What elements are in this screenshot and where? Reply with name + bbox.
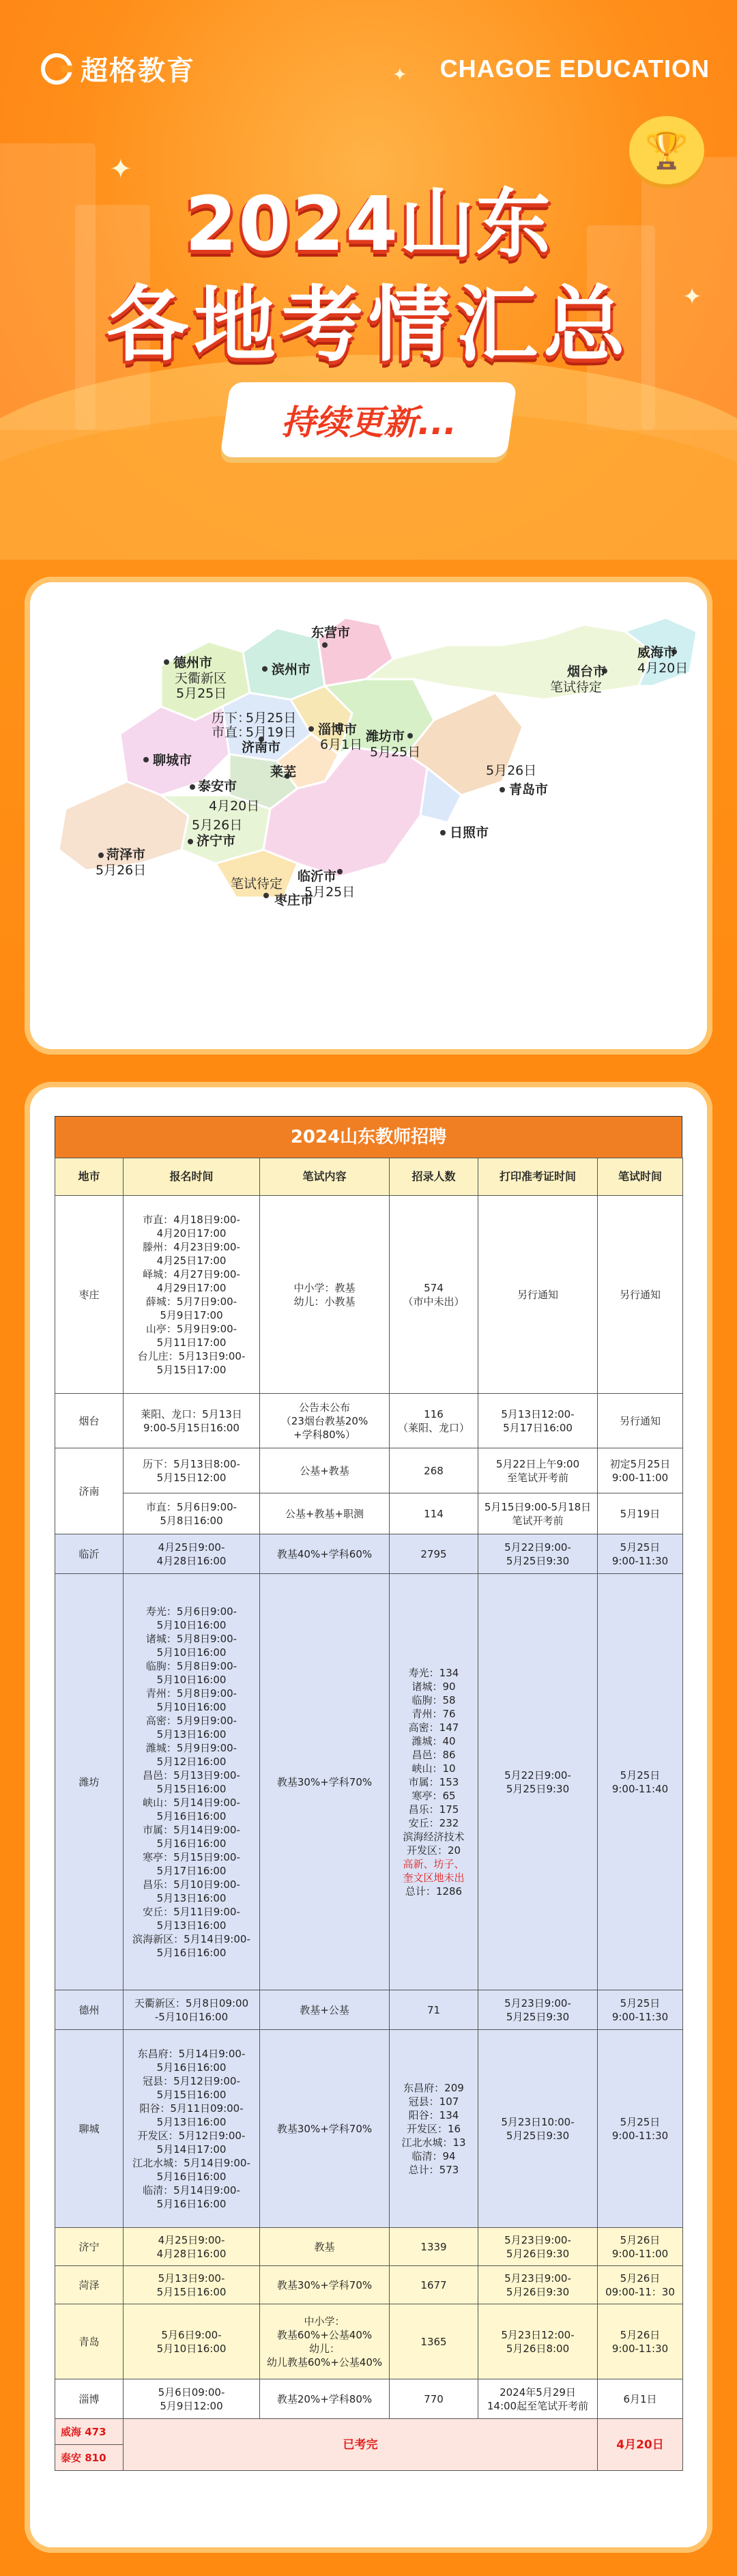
cell-city: 德州 <box>55 1990 124 2030</box>
cell-registration: 5月6日9:00- 5月10日16:00 <box>124 2304 260 2379</box>
table-row <box>55 1394 683 1448</box>
cell-city: 枣庄 <box>55 1196 124 1394</box>
table-row <box>55 1534 683 1574</box>
cell-registration: 5月13日9:00- 5月15日16:00 <box>124 2266 260 2304</box>
cell-city: 济宁 <box>55 2228 124 2266</box>
cell-exam-done: 4月20日 <box>598 2419 683 2471</box>
map-date-yantai: 笔试待定 <box>550 680 603 695</box>
map-label-zaozhuang: 枣庄市 <box>274 893 314 908</box>
cell-ticket-print: 2024年5月29日 14:00起至笔试开考前 <box>478 2379 598 2419</box>
headcount-total: 总计：1286 <box>405 1885 463 1898</box>
cell-city: 济南 <box>55 1448 124 1534</box>
recruitment-table-wrap <box>55 1116 682 2471</box>
table-row <box>55 2379 683 2419</box>
cell-headcount: 71 <box>390 1990 478 2030</box>
table-card <box>25 1082 712 2553</box>
cell-city: 聊城 <box>55 2030 124 2228</box>
cell-city: 潍坊 <box>55 1574 124 1990</box>
cell-city: 淄博 <box>55 2379 124 2419</box>
table-row <box>55 2030 683 2228</box>
map-date-weifang: 5月25日 <box>370 745 421 760</box>
cell-headcount: 114 <box>390 1493 478 1534</box>
cell-exam-content: 公基+教基+职测 <box>260 1493 390 1534</box>
trophy-icon: 🏆 <box>629 116 704 184</box>
map-label-rizhao: 日照市 <box>450 825 489 840</box>
table-row <box>55 1493 683 1534</box>
cell-ticket-print: 5月23日9:00- 5月26日9:30 <box>478 2228 598 2266</box>
table-row <box>55 2304 683 2379</box>
cell-exam-time: 5月25日 9:00-11:40 <box>598 1574 683 1990</box>
cell-headcount: 东昌府：209 冠县：107 阳谷：134 开发区：16 江北水城：13 临清：94 总计：573 <box>390 2030 478 2228</box>
map-date-weihai: 4月20日 <box>637 661 689 676</box>
table-row <box>55 1448 683 1493</box>
sparkle-icon: ✦ <box>109 154 132 185</box>
map-label-laiwu: 莱芜 <box>270 764 297 779</box>
map-date-tianqu: 5月25日 <box>176 686 227 701</box>
header-headcount: 招录人数 <box>390 1158 478 1196</box>
cell-city: 青岛 <box>55 2304 124 2379</box>
hero-banner <box>0 0 737 560</box>
cell-headcount: 770 <box>390 2379 478 2419</box>
cell-registration: 东昌府：5月14日9:00- 5月16日16:00 冠县：5月12日9:00- 5月15日16:00 阳谷：5月11日09:00- 5月13日16:00 开发区：5月12日9:00- 5月14日17:00 江北水城：5月14日9:00- 5月16日16:00 临清：5月14日9:00- 5月16日16:00 <box>124 2030 260 2228</box>
cell-city: 烟台 <box>55 1394 124 1448</box>
cell-ticket-print: 另行通知 <box>478 1196 598 1394</box>
cell-exam-time: 5月19日 <box>598 1493 683 1534</box>
cell-exam-content: 中小学： 教基60%+公基40% 幼儿： 幼儿教基60%+公基40% <box>260 2304 390 2379</box>
cell-registration: 市直：4月18日9:00- 4月20日17:00 滕州：4月23日9:00- 4月25日17:00 峄城：4月27日9:00- 4月29日17:00 薛城：5月7日9:00- 5月9日17:00 山亭：5月9日9:00- 5月11日17:00 台儿庄：5月13日9:00- 5月15日17:00 <box>124 1196 260 1394</box>
table-row <box>55 1574 683 1990</box>
map-date-heze: 5月26日 <box>96 863 147 878</box>
map-date-jinan-shizhi: 5月19日 <box>246 725 297 740</box>
header-city: 地市 <box>55 1158 124 1196</box>
cell-ticket-print: 5月22日9:00- 5月25日9:30 <box>478 1534 598 1574</box>
cell-exam-content: 中小学：教基 幼儿：小教基 <box>260 1196 390 1394</box>
cell-exam-content: 教基40%+学科60% <box>260 1534 390 1574</box>
cell-exam-time: 6月1日 <box>598 2379 683 2419</box>
cell-exam-content: 教基30%+学科70% <box>260 2030 390 2228</box>
map-label-dongying: 东营市 <box>311 625 351 640</box>
cell-exam-content: 教基30%+学科70% <box>260 1574 390 1990</box>
map-label-heze: 菏泽市 <box>106 847 146 862</box>
map-label-binzhou: 滨州市 <box>272 662 311 677</box>
update-badge-label: 持续更新... <box>280 403 457 442</box>
table-header-row <box>55 1158 683 1196</box>
cell-exam-time: 另行通知 <box>598 1196 683 1394</box>
cell-headcount: 116 （莱阳、龙口） <box>390 1394 478 1448</box>
cell-city-done: 泰安 810 <box>55 2445 124 2471</box>
map-label-jinan-lixia: 历下： <box>212 711 251 726</box>
cell-registration: 4月25日9:00- 4月28日16:00 <box>124 2228 260 2266</box>
cell-exam-time: 5月26日 9:00-11:00 <box>598 2228 683 2266</box>
cell-exam-time: 5月25日 9:00-11:30 <box>598 2030 683 2228</box>
map-label-jinan-shizhi: 市直： <box>212 725 251 740</box>
map-date-linyi: 5月25日 <box>304 885 356 900</box>
brand-name-en: CHAGOE EDUCATION <box>439 55 710 83</box>
cell-ticket-print: 5月15日9:00-5月18日 笔试开考前 <box>478 1493 598 1534</box>
header-exam-content: 笔试内容 <box>260 1158 390 1196</box>
cell-exam-time: 初定5月25日 9:00-11:00 <box>598 1448 683 1493</box>
map-date-jining: 5月26日 <box>192 818 243 833</box>
cell-city-done: 威海 473 <box>55 2419 124 2445</box>
map-label-jining: 济宁市 <box>197 833 236 848</box>
cell-exam-time: 5月25日 9:00-11:30 <box>598 1990 683 2030</box>
cell-exam-content: 公告未公布 （23烟台教基20% +学科80%） <box>260 1394 390 1448</box>
cell-status-done: 已考完 <box>124 2419 598 2471</box>
map-label-dezhou: 德州市 <box>173 655 213 670</box>
brand-name-cn: 超格教育 <box>81 55 195 87</box>
table-row <box>55 2228 683 2266</box>
map-label-liaocheng: 聊城市 <box>153 753 192 768</box>
cell-exam-content: 公基+教基 <box>260 1448 390 1493</box>
map-date-zibo: 6月1日 <box>320 737 363 752</box>
cell-exam-content: 教基20%+学科80% <box>260 2379 390 2419</box>
sparkle-icon: ✦ <box>392 65 407 85</box>
cell-headcount: 574 （市中未出） <box>390 1196 478 1394</box>
cell-ticket-print: 5月23日9:00- 5月26日9:30 <box>478 2266 598 2304</box>
cell-city: 菏泽 <box>55 2266 124 2304</box>
cell-city: 临沂 <box>55 1534 124 1574</box>
cell-registration: 4月25日9:00- 4月28日16:00 <box>124 1534 260 1574</box>
header-exam-time: 笔试时间 <box>598 1158 683 1196</box>
cell-exam-time: 5月26日 9:00-11:30 <box>598 2304 683 2379</box>
cell-headcount <box>390 1574 478 1990</box>
map-label-weifang: 潍坊市 <box>366 729 405 744</box>
cell-headcount: 2795 <box>390 1534 478 1574</box>
cell-exam-content: 教基30%+学科70% <box>260 2266 390 2304</box>
cell-registration: 历下：5月13日8:00- 5月15日12:00 <box>124 1448 260 1493</box>
map-label-zibo: 淄博市 <box>318 722 358 737</box>
page-title-line2: 各地考情汇总 <box>106 278 631 373</box>
logo-icon <box>41 53 72 85</box>
cell-headcount: 1365 <box>390 2304 478 2379</box>
table-row <box>55 2266 683 2304</box>
cell-registration: 5月6日09:00- 5月9日12:00 <box>124 2379 260 2419</box>
header-registration: 报名时间 <box>124 1158 260 1196</box>
cell-exam-time: 5月26日 09:00-11：30 <box>598 2266 683 2304</box>
map-card <box>25 577 712 1055</box>
cell-registration: 寿光：5月6日9:00- 5月10日16:00 诸城：5月8日9:00- 5月10日16:00 临朐：5月8日9:00- 5月10日16:00 青州：5月8日9:00- 5月10日16:00 高密：5月9日9:00- 5月13日16:00 潍城：5月9日9:00- 5月12日16:00 昌邑：5月13日9:00- 5月15日16:00 峡山：5月14日9:00- 5月16日16:00 市属：5月14日9:00- 5月16日16:00 寒亭：5月15日9:00- 5月17日16:00 昌乐：5月10日9:00- 5月13日16:00 安丘：5月11日9:00- 5月13日16:00 滨海新区：5月14日9:00- 5月16日16:00 <box>124 1574 260 1990</box>
cell-headcount: 268 <box>390 1448 478 1493</box>
update-badge <box>220 382 517 457</box>
headcount-pending-note: 高新、坊子、 奎文区地未出 <box>403 1857 465 1884</box>
cell-headcount: 1339 <box>390 2228 478 2266</box>
cell-exam-content: 教基+公基 <box>260 1990 390 2030</box>
cell-exam-time: 另行通知 <box>598 1394 683 1448</box>
map-label-jinan: 济南市 <box>242 740 281 755</box>
map-label-yantai: 烟台市 <box>567 664 607 679</box>
map-label-taian: 泰安市 <box>198 779 237 794</box>
headcount-list: 寿光：134 诸城：90 临朐：58 青州：76 高密：147 潍城：40 昌邑：86 峡山：10 市属：153 寒亭：65 昌乐：175 安丘：232 滨海经济技术 开发区：20 <box>403 1666 465 1857</box>
cell-ticket-print: 5月13日12:00- 5月17日16:00 <box>478 1394 598 1448</box>
map-date-qingdao: 5月26日 <box>486 763 537 778</box>
cell-exam-content: 教基 <box>260 2228 390 2266</box>
map-label-linyi: 临沂市 <box>298 869 337 884</box>
header-ticket-print: 打印准考证时间 <box>478 1158 598 1196</box>
map-label-weihai: 威海市 <box>637 645 677 660</box>
cell-ticket-print: 5月22日9:00- 5月25日9:30 <box>478 1574 598 1990</box>
map-label-tianqu: 天衢新区 <box>175 671 227 686</box>
shandong-map <box>25 577 712 1055</box>
table-row-completed <box>55 2419 683 2445</box>
cell-registration: 天衢新区：5月8日09:00 -5月10日16:00 <box>124 1990 260 2030</box>
sparkle-icon: ✦ <box>682 283 702 311</box>
table-title: 2024山东教师招聘 <box>55 1116 682 1158</box>
map-date-taian: 4月20日 <box>209 799 260 814</box>
cell-ticket-print: 5月23日9:00- 5月25日9:30 <box>478 1990 598 2030</box>
page-title-line1: 2024山东 <box>184 180 553 268</box>
table-row <box>55 1990 683 2030</box>
cell-registration: 市直：5月6日9:00- 5月8日16:00 <box>124 1493 260 1534</box>
cell-ticket-print: 5月22日上午9:00 至笔试开考前 <box>478 1448 598 1493</box>
brand-logo <box>41 49 195 88</box>
cell-headcount: 1677 <box>390 2266 478 2304</box>
cell-ticket-print: 5月23日10:00- 5月25日9:30 <box>478 2030 598 2228</box>
cell-ticket-print: 5月23日12:00- 5月26日8:00 <box>478 2304 598 2379</box>
cell-exam-time: 5月25日 9:00-11:30 <box>598 1534 683 1574</box>
cell-registration: 莱阳、龙口：5月13日 9:00-5月15日16:00 <box>124 1394 260 1448</box>
map-label-qingdao: 青岛市 <box>509 782 549 797</box>
map-date-jinan-lixia: 5月25日 <box>246 711 297 726</box>
recruitment-table <box>55 1158 683 2471</box>
map-date-zaozhuang: 笔试待定 <box>231 876 283 891</box>
table-row <box>55 1196 683 1394</box>
